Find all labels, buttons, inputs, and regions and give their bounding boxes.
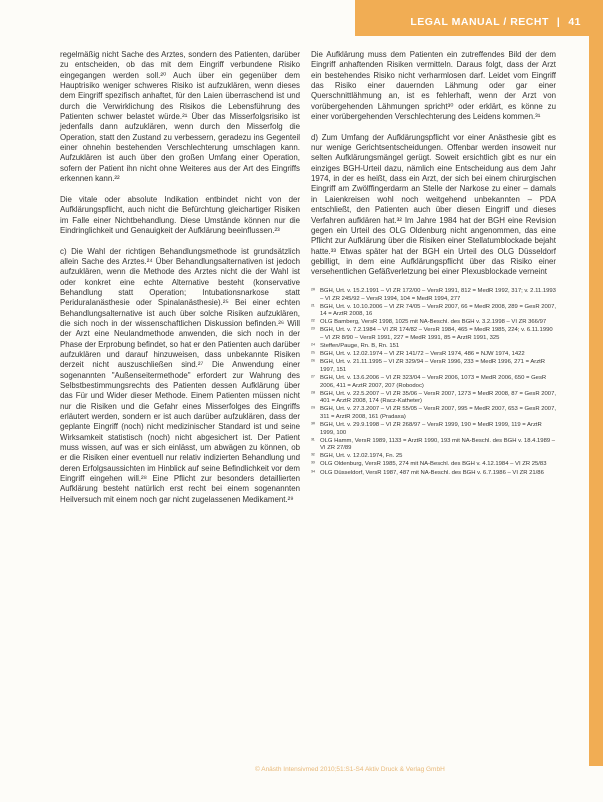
- right-column: [311, 50, 556, 478]
- header-section: LEGAL MANUAL / RECHT: [410, 16, 549, 28]
- paragraph: Die vitale oder absolute Indikation entbindet nicht von der Aufklärungspflicht, auch nicht die Befürchtung gleichartiger Risiken im Falle einer Nichtbehandlung. Diese Umstände können nur die Eindringlichkeit und Genauigkeit der Aufklärung beeinflussen.²³: [60, 194, 300, 235]
- footnote: [311, 375, 556, 390]
- footnote-list: [311, 288, 556, 477]
- footnote-text: BGH, Urt. v. 15.2.1991 – VI ZR 172/00 – VersR 1991, 812 = MedR 1992, 317; v. 2.11.1993 – VI ZR 245/92 – VersR 1994, 104 = MedR 1994, 277: [320, 287, 556, 302]
- footnote: [311, 438, 556, 453]
- footnote-text: BGH, Urt. v. 12.02.1974 – VI ZR 141/72 – VersR 1974, 486 = NJW 1974, 1422: [320, 351, 525, 358]
- footnote-text: BGH, Urt. v. 27.3.2007 – VI ZR 55/05 – VersR 2007, 995 = MedR 2007, 653 = GesR 2007, 311 = ArztR 2008, 161 (Pradaxa): [320, 406, 556, 420]
- footnote-number: ³⁰: [311, 422, 316, 428]
- footnote-number: ³¹: [311, 437, 315, 444]
- footnote-text: OLG Düsseldorf, VersR 1987, 487 mit NA-Beschl. des BGH v. 6.7.1986 – VI ZR 21/86: [320, 469, 544, 476]
- footnote-number: ²⁵: [311, 351, 316, 358]
- footnote-text: BGH, Urt. v. 12.02.1974, Fn. 25: [320, 453, 403, 460]
- footnote: [311, 453, 556, 461]
- paragraph: Die Aufklärung muss dem Patienten ein zutreffendes Bild der dem Eingriff anhaftenden Risiken vermitteln. Daraus folgt, dass der Arzt ein bestehendes Risiko nicht verharmlosen darf. Leidet vom Eingriff das Risiko einer dauernden Lähmung oder gar einer Querschnittlähmung an, ist es fehlerhaft, wenn der Arzt von vorübergehenden Lähmungen spricht³⁰ oder erklärt, es könne zu einer vorübergehenden Verschlechterung des Leidens kommen.³¹: [311, 50, 556, 122]
- footnote-number: ²²: [311, 319, 315, 326]
- footnote: [311, 461, 556, 469]
- footnote: [311, 406, 556, 421]
- footnote: [311, 422, 556, 437]
- footnote-number: ²⁰: [311, 287, 316, 294]
- footnote-number: ²⁴: [311, 343, 316, 350]
- header-separator: |: [556, 16, 561, 28]
- paragraph: regelmäßig nicht Sache des Arztes, sondern des Patienten, darüber zu entscheiden, ob das mit dem Eingriff verbundene Risiko eingegangen werden soll.²⁰ Auch über ein gegenüber dem Hauptrisiko weniger schweres Risiko ist aufzuklären, wenn dieses dem Eingriff spezifisch anhaftet, für den Laien überraschend ist und durch die Verwirklichung des Risikos die Lebensführung des Patienten schwer belastet würde.²¹ Über das Misserfolgsrisiko ist jedenfalls dann aufzuklären, wenn durch den Misserfolg die Operation, statt den Zustand zu verbessern, geradezu ins Gegenteil einer ohnehin bestehenden Verschlechterung umschlagen kann. Aufzuklären ist auch über den großen Umfang einer Operation, sofern der Patient ihn nicht ohne Weiteres aus der Art des Eingriffs erkennen kann.²²: [60, 50, 300, 184]
- footnote-text: OLG Oldenburg, VersR 1985, 274 mit NA-Beschl. des BGH v. 4.12.1984 – VI ZR 25/83: [320, 461, 547, 468]
- footnote: [311, 351, 556, 359]
- footnote-number: ³⁴: [311, 469, 316, 476]
- footnote: [311, 359, 556, 374]
- footnote-number: ²⁹: [311, 406, 316, 413]
- footnote: [311, 288, 556, 303]
- side-accent-band: [589, 36, 603, 766]
- footnote-text: BGH, Urt. v. 22.5.2007 – VI ZR 35/06 – VersR 2007, 1273 = MedR 2008, 87 = GesR 2007, 401 = ArztR 2008, 174 (Racz-Katheter): [320, 390, 556, 405]
- page-number: 41: [568, 16, 581, 28]
- footnote-text: BGH, Urt. v. 21.11.1995 – VI ZR 329/94 – VersR 1996, 233 = MedR 1996, 271 = ArztR 1997, 151: [320, 359, 546, 373]
- footnote-number: ²⁸: [311, 390, 316, 397]
- footnote-text: BGH, Urt. v. 29.9.1998 – VI ZR 268/97 – VersR 1999, 190 = MedR 1999, 119 = ArztR 1999, 100: [320, 422, 542, 436]
- footnote: [311, 470, 556, 478]
- footnote: [311, 304, 556, 319]
- footnote-text: OLG Bamberg, VersR 1998, 1025 mit NA-Beschl. des BGH v. 3.2.1998 – VI ZR 366/97: [320, 319, 547, 326]
- footnote-number: ²³: [311, 327, 315, 334]
- footnote-text: BGH, Urt. v. 10.10.2006 – VI ZR 74/05 – VersR 2007, 66 = MedR 2008, 289 = GesR 2007, 14 = ArztR 2008, 16: [320, 303, 556, 318]
- footnote-text: BGH, Urt. v. 13.6.2006 – VI ZR 323/04 – VersR 2006, 1073 = MedR 2006, 650 = GesR 2006, 411 = ArztR 2007, 207 (Robodoc): [320, 374, 547, 389]
- footnote: [311, 319, 556, 327]
- footnote-number: ²⁶: [311, 359, 316, 366]
- paragraph: d) Zum Umfang der Aufklärungspflicht vor einer Anästhesie gibt es nur wenige Gerichtsentscheidungen. Offenbar werden insoweit nur selten Aufklärungsmängel gerügt. Soweit ersichtlich gibt es nur ein einziges BGH-Urteil dazu, nämlich eine Entscheidung aus dem Jahr 1974, in der es heißt, dass ein Arzt, der sich bei einem chirurgischen Eingriff am Zwölffingerdarm an Stelle der Narkose zu einer – damals in Laienkreisen wohl noch weitgehend unbekannten – PDA entschließt, den Patienten auch über diesen Eingriff und dieses Verfahren aufklären hat.³² Im Jahre 1984 hat der BGH eine Revision gegen ein Urteil des OLG Oldenburg nicht angenommen, das eine Pflicht zur Aufklärung über die Risiken einer Stellatumblockade bejaht hatte.³³ Etwas später hat der BGH ein Urteil des OLG Düsseldorf gebilligt, in dem eine Aufklärungspflicht über das Risiko einer versehentlichen Gefäßverletzung bei einer Plexusblockade verneint: [311, 132, 556, 277]
- running-header: [410, 16, 581, 28]
- footnote-text: Steffen/Pauge, Rn. B, Rn. 151: [320, 343, 400, 350]
- footnote-number: ³²: [311, 453, 315, 460]
- footnote-number: ²⁷: [311, 374, 315, 381]
- footnote: [311, 391, 556, 406]
- header-band: [355, 0, 603, 36]
- left-column: [60, 50, 300, 515]
- footnote: [311, 343, 556, 351]
- footnote-number: ³³: [311, 461, 315, 468]
- footnote-text: BGH, Urt. v. 7.2.1984 – VI ZR 174/82 – VersR 1984, 465 = MedR 1985, 224; v. 6.11.1990 – VI ZR 8/90 – VersR 1991, 227 = MedR 1991, 85 = ArztR 1991, 325: [320, 327, 553, 341]
- footnote-text: OLG Hamm, VersR 1989, 1133 = ArztR 1990, 193 mit NA-Beschl. des BGH v. 18.4.1989 – VI ZR 27/89: [320, 437, 556, 452]
- footnote: [311, 327, 556, 342]
- page-footer: © Anästh Intensivmed 2010;51:S1-S4 Aktiv Druck & Verlag GmbH: [255, 766, 445, 773]
- paragraph: c) Die Wahl der richtigen Behandlungsmethode ist grundsätzlich allein Sache des Arztes.²⁴ Über Behandlungsalternativen ist jedoch aufzuklären, wenn die Methode des Arztes nicht die der Wahl ist oder konkret eine echte Alternative besteht (konservative Behandlung statt Operation; Intubationsnarkose statt Periduralanästhesie oder Spinalanästhesie).²⁵ Bei einer echten Behandlungsalternative ist auch über solche Risiken aufzuklären, die sich noch in der wissenschaftlichen Diskussion befinden.²⁶ Will der Arzt eine Neulandmethode anwenden, die sich noch in der Phase der Erprobung befindet, so hat er den Patienten auch darüber aufzuklären und darauf hinzuweisen, dass unbekannte Risiken derzeit nicht auszuschließen sind.²⁷ Die Anwendung einer sogenannten "Außenseitermethode" erfordert zur Wahrung des Selbstbestimmungsrechts des Patienten dessen Aufklärung über das Für und Wider dieser Methode. Einem Patienten müssen nicht nur die Risiken und die Gefahr eines Misserfolges des Eingriffs erläutert werden, sondern er ist auch darüber aufzuklären, dass der geplante Eingriff (noch) nicht medizinischer Standard ist und seine Wirksamkeit statistisch (noch) nicht abgesichert ist. Der Patient muss wissen, auf was er sich einlässt, um abwägen zu können, ob er die Risiken einer eventuell nur relativ indizierten Behandlung und deren Erfolgsaussichten im Hinblick auf seine Befindlichkeit vor dem Eingriff eingehen will.²⁸ Eine Pflicht zur besonders detaillierten Aufklärung besteht natürlich erst recht bei einem sogenannten Heilversuch mit einem noch gar nicht zugelassenen Medikament.²⁹: [60, 246, 300, 504]
- footnote-number: ²¹: [311, 303, 315, 310]
